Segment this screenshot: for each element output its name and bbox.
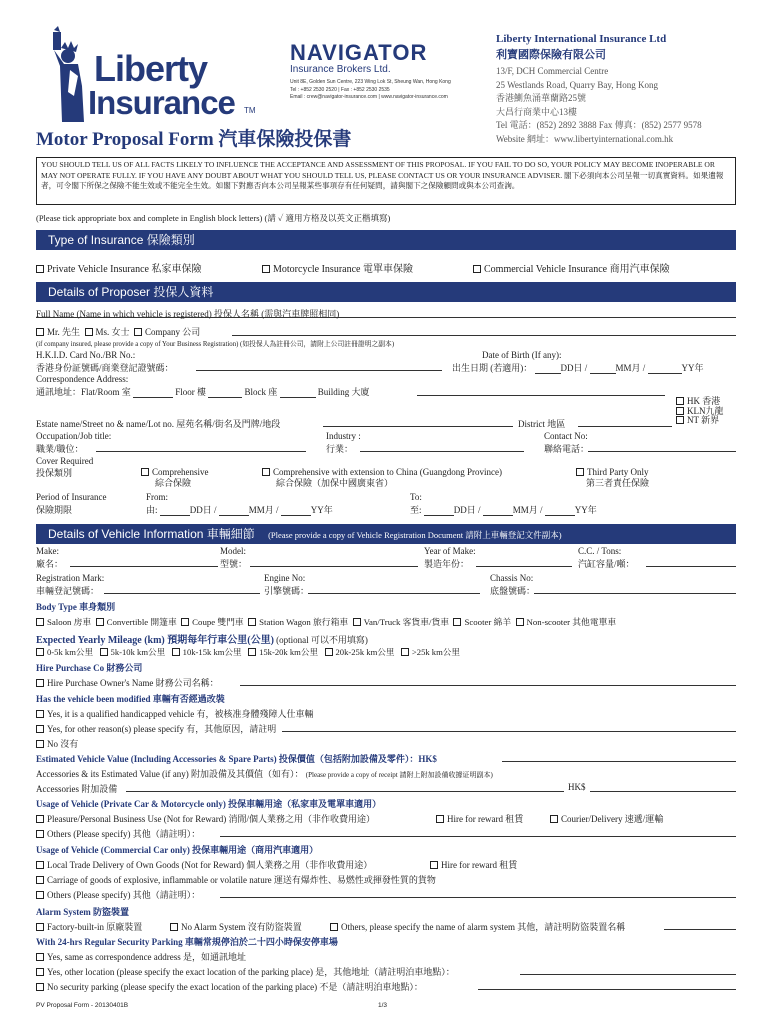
- checkbox[interactable]: [36, 953, 44, 961]
- cover-comprehensive-option[interactable]: Comprehensive 綜合保險: [141, 467, 209, 489]
- mileage-0-5k-option[interactable]: 0-5k km公里: [36, 647, 93, 657]
- contact-label-zh: 聯絡電話：: [544, 444, 590, 454]
- checkbox[interactable]: [676, 397, 684, 405]
- to-month-field[interactable]: [483, 507, 513, 516]
- period-label-zh: 保險期限: [36, 505, 73, 515]
- checkbox[interactable]: [401, 648, 409, 656]
- modified-heading: Has the vehicle been modified 車輛有否經過改裝: [36, 694, 225, 704]
- usage-commercial-others-field[interactable]: [220, 897, 736, 898]
- checkbox[interactable]: [36, 710, 44, 718]
- region-nt-option[interactable]: NT 新界: [676, 416, 724, 426]
- checkbox[interactable]: [676, 407, 684, 415]
- commercial-vehicle-option[interactable]: Commercial Vehicle Insurance 商用汽車保險: [473, 264, 670, 275]
- usage-courier-option[interactable]: Courier/Delivery 速遞/運輸: [550, 814, 663, 824]
- est-value-field[interactable]: [502, 761, 736, 762]
- from-label: From:: [146, 492, 169, 502]
- statue-of-liberty-icon: [34, 26, 92, 122]
- hire-purchase-heading: Hire Purchase Co 財務公司: [36, 663, 143, 673]
- company-option[interactable]: Company 公司: [134, 327, 200, 337]
- phone-fax: Tel 電話：(852) 2892 3888 Fax 傳真：(852) 2577 9578: [496, 120, 702, 131]
- navigator-contact: Unit 8E, Golden Sun Centre, 223 Wing Lok St, Sheung Wan, Hong Kong Tel : +852 2530 2520 | Fax : +852 2530 2535 Email : crew@navigator-insurance.com | www.navigator-insurance.com: [290, 79, 451, 100]
- checkbox[interactable]: [181, 618, 189, 626]
- mileage-20-25k-option[interactable]: 20k-25k km公里: [325, 647, 395, 657]
- from-day-field[interactable]: [160, 507, 190, 516]
- cc-field[interactable]: [646, 566, 736, 567]
- accessories-field[interactable]: [126, 791, 564, 792]
- from-year-field[interactable]: [281, 507, 311, 516]
- accessories-hk-label: HK$: [568, 782, 586, 792]
- notice-text: YOU SHOULD TELL US OF ALL FACTS LIKELY TO INFLUENCE THE ACCEPTANCE AND ASSESSMENT OF THIS PROPOSAL. IF YOU FAIL TO DO SO, YOUR POLICY MAY BECOME INOPERABLE OR MAY NOT OPERATE FULLY. IF YOU HAVE ANY DOUBT ABOUT WHAT YOU SHOULD TELL US, PLEASE CONTACT US OR YOUR INSURANCE ADVISER. 閣下必須向本公司呈報一切真實資料。如果遺報者，可令閣下所保之保險不能生效或不能完全生效。如閣下對應否向本公司呈報某些事項存有任何疑問，請與閣下之保險顧問或與本公司查詢。: [41, 160, 724, 190]
- mod-other-option[interactable]: Yes, for other reason(s) please specify 有，其他原因，請註明: [36, 724, 276, 734]
- dob-day-field[interactable]: [535, 365, 561, 374]
- dob-year-field[interactable]: [648, 365, 682, 374]
- ms-option[interactable]: Ms. 女士: [85, 327, 130, 337]
- checkbox[interactable]: [248, 618, 256, 626]
- checkbox[interactable]: [430, 861, 438, 869]
- model-field[interactable]: [250, 566, 418, 567]
- accessories-note: (Please provide a copy of receipt 請附上附加設備收據证明副本): [305, 771, 493, 779]
- alarm-factory-option[interactable]: Factory-built-in 原廠裝置: [36, 922, 142, 932]
- motorcycle-option[interactable]: Motorcycle Insurance 電單車保險: [262, 264, 413, 275]
- dob-label-zh: 出生日期 (若適用)：: [452, 363, 533, 373]
- private-vehicle-option[interactable]: Private Vehicle Insurance 私家車保險: [36, 264, 202, 275]
- body-type-heading: Body Type 車身類別: [36, 602, 116, 612]
- estate-field[interactable]: [323, 426, 513, 427]
- mod-handicapped-option[interactable]: Yes, it is a qualified handicapped vehicle 有，被核准身體殘障人仕車輛: [36, 709, 314, 719]
- checkbox[interactable]: [36, 830, 44, 838]
- make-field[interactable]: [70, 566, 218, 567]
- checkbox[interactable]: [576, 468, 584, 476]
- engine-label-zh: 引擎號碼：: [264, 586, 310, 596]
- contact-field[interactable]: [588, 451, 736, 452]
- usage-private-heading: Usage of Vehicle (Private Car & Motorcycle only) 投保車輛用途（私家車及電單車適用）: [36, 799, 382, 809]
- checkbox[interactable]: [262, 265, 270, 273]
- chassis-field[interactable]: [534, 593, 736, 594]
- floor-label: Floor 樓: [175, 387, 207, 397]
- navigator-name: NAVIGATOR: [290, 40, 428, 65]
- checkbox[interactable]: [262, 468, 270, 476]
- cover-third-party-option[interactable]: Third Party Only 第三者責任保險: [576, 467, 649, 489]
- checkbox[interactable]: [36, 968, 44, 976]
- checkbox[interactable]: [36, 861, 44, 869]
- address-line: 大昌行商業中心13樓: [496, 106, 578, 117]
- corr-address-label: Correspondence Address:: [36, 374, 129, 384]
- form-title: Motor Proposal Form 汽車保險投保書: [36, 129, 352, 150]
- alarm-none-option[interactable]: No Alarm System 沒有防盜裝置: [170, 922, 302, 932]
- checkbox[interactable]: [516, 618, 524, 626]
- company-name-zh: 利寶國際保險有限公司: [496, 49, 606, 61]
- checkbox[interactable]: [96, 618, 104, 626]
- usage-hire-option[interactable]: Hire for reward 租賃: [436, 814, 523, 824]
- reg-field[interactable]: [104, 593, 260, 594]
- mileage-25k-plus-option[interactable]: >25k km公里: [401, 647, 460, 657]
- estate-label: Estate name/Street no & name/Lot no. 屋苑名稱/街名及門牌/地段: [36, 419, 281, 429]
- accessories-label: Accessories & its Estimated Value (if any) 附加設備及其價值（如有）：: [36, 769, 304, 779]
- year-field[interactable]: [476, 566, 572, 567]
- hkid-field[interactable]: [196, 370, 442, 371]
- floor-field[interactable]: [208, 389, 242, 398]
- checkbox[interactable]: [473, 265, 481, 273]
- mr-option[interactable]: Mr. 先生: [36, 327, 80, 337]
- cc-label-zh: 汽缸容量/噸：: [578, 559, 635, 569]
- checkbox[interactable]: [436, 815, 444, 823]
- industry-label-zh: 行業：: [326, 444, 354, 454]
- parking-other-field[interactable]: [520, 974, 736, 975]
- name-field[interactable]: [232, 335, 736, 336]
- checkbox[interactable]: [36, 815, 44, 823]
- body-non-scooter-option[interactable]: Non-scooter 其他電單車: [516, 617, 617, 627]
- body-scooter-option[interactable]: Scooter 綿羊: [453, 617, 511, 627]
- model-label-zh: 型號：: [220, 559, 248, 569]
- checkbox[interactable]: [36, 328, 44, 336]
- occupation-label-zh: 職業/職位：: [36, 444, 84, 454]
- navigator-sub: Insurance Brokers Ltd.: [290, 64, 391, 75]
- section-type-of-insurance: Type of Insurance 保險類別: [36, 230, 736, 250]
- checkbox[interactable]: [36, 618, 44, 626]
- flat-label: 通訊地址：Flat/Room 室: [36, 387, 131, 397]
- industry-field[interactable]: [360, 451, 524, 452]
- company-note: (if company insured, please provide a copy of Your Business Registration) (如投保人為註冊公司，請附上公司註冊證明之副本): [36, 341, 395, 348]
- flat-field[interactable]: [133, 389, 173, 398]
- full-name-label: Full Name (Name in which vehicle is registered) 投保人名稱 (需與汽車牌照相同): [36, 309, 340, 319]
- checkbox[interactable]: [36, 876, 44, 884]
- company-name-en: Liberty International Insurance Ltd: [496, 33, 667, 45]
- address-line: 25 Westlands Road, Quarry Bay, Hong Kong: [496, 79, 659, 90]
- checkbox[interactable]: [248, 648, 256, 656]
- mod-no-option[interactable]: No 沒有: [36, 739, 78, 749]
- block-label: Block 座: [244, 387, 278, 397]
- checkbox[interactable]: [36, 725, 44, 733]
- usage-carriage-option[interactable]: Carriage of goods of explosive, inflammable or volatile nature 運送有爆炸性、易燃性或揮發性質的貨物: [36, 875, 436, 885]
- insurance-logo-text: Insurance: [88, 84, 235, 121]
- building-label: Building 大廈: [317, 387, 370, 397]
- chassis-label: Chassis No:: [490, 573, 534, 583]
- reg-label-zh: 車輛登記號碼：: [36, 586, 100, 596]
- address-line: 香港鰂魚涌華蘭路25號: [496, 93, 587, 104]
- period-label: Period of Insurance: [36, 492, 107, 502]
- usage-private-others-field[interactable]: [220, 836, 736, 837]
- occupation-label: Occupation/Job title:: [36, 431, 112, 441]
- make-label: Make:: [36, 546, 59, 556]
- section-details-of-proposer: Details of Proposer 投保人資料: [36, 282, 736, 302]
- mileage-15-20k-option[interactable]: 15k-20k km公里: [248, 647, 318, 657]
- usage-pleasure-option[interactable]: Pleasure/Personal Business Use (Not for Reward) 消閒/個人業務之用（非作收費用途）: [36, 814, 375, 824]
- hkid-label-zh: 香港身份証號碼/商業登記證號碼：: [36, 363, 174, 373]
- parking-same-option[interactable]: Yes, same as correspondence address 是，如通訊地址: [36, 952, 246, 962]
- checkbox[interactable]: [36, 923, 44, 931]
- company-info: [496, 33, 766, 147]
- checkbox[interactable]: [676, 416, 684, 424]
- alarm-others-field[interactable]: [664, 929, 736, 930]
- usage-commercial-heading: Usage of Vehicle (Commercial Car only) 投保車輛用途（商用汽車適用）: [36, 845, 319, 855]
- checkbox[interactable]: [134, 328, 142, 336]
- cover-label-zh: 投保類別: [36, 468, 73, 478]
- usage-commercial-hire-option[interactable]: Hire for reward 租賃: [430, 860, 517, 870]
- district-label: District 地區: [518, 419, 566, 429]
- to-year-field[interactable]: [545, 507, 575, 516]
- accessories-2-label: Accessories 附加設備: [36, 784, 118, 794]
- body-coupe-option[interactable]: Coupe 雙門車: [181, 617, 244, 627]
- parking-none-field[interactable]: [478, 989, 736, 990]
- dob-month-field[interactable]: [590, 365, 616, 374]
- to-day-field[interactable]: [424, 507, 454, 516]
- contact-label: Contact No:: [544, 431, 588, 441]
- navigator-logo: [290, 40, 490, 75]
- occupation-field[interactable]: [96, 451, 306, 452]
- mod-other-field[interactable]: [282, 731, 736, 732]
- liberty-logo: [34, 26, 264, 126]
- dob-label: Date of Birth (If any):: [482, 350, 562, 360]
- hire-purchase-field[interactable]: [240, 685, 736, 686]
- checkbox[interactable]: [100, 648, 108, 656]
- notice-box: [36, 157, 736, 205]
- model-label: Model:: [220, 546, 246, 556]
- page-number: 1/3: [378, 1002, 388, 1009]
- website: Website 網址：www.libertyinternational.com.hk: [496, 133, 674, 144]
- checkbox[interactable]: [36, 891, 44, 899]
- accessories-value-field[interactable]: [590, 791, 736, 792]
- liberty-logo-text: Liberty: [94, 48, 208, 89]
- checkbox[interactable]: [172, 648, 180, 656]
- form-code: PV Proposal Form - 20130401B: [36, 1002, 129, 1009]
- instruction-text: (Please tick appropriate box and complete in English block letters) (請 ✓ 適用方格及以英文正楷填寫): [36, 213, 391, 223]
- checkbox[interactable]: [330, 923, 338, 931]
- to-label-zh: 至:: [410, 505, 422, 515]
- mileage-10-15k-option[interactable]: 10k-15k km公里: [172, 647, 242, 657]
- usage-local-trade-option[interactable]: Local Trade Delivery of Own Goods (Not for Reward) 個人業務之用（非作收費用途）: [36, 860, 372, 870]
- checkbox[interactable]: [453, 618, 461, 626]
- mileage-5-10k-option[interactable]: 5k-10k km公里: [100, 647, 166, 657]
- body-convertible-option[interactable]: Convertible 開篷車: [96, 617, 177, 627]
- cc-label: C.C. / Tons:: [578, 546, 622, 556]
- checkbox[interactable]: [170, 923, 178, 931]
- mileage-heading: Expected Yearly Mileage (km) 預期每年行車公里(公里): [36, 635, 274, 646]
- engine-field[interactable]: [308, 593, 480, 594]
- checkbox[interactable]: [85, 328, 93, 336]
- checkbox[interactable]: [36, 648, 44, 656]
- parking-heading: With 24-hrs Regular Security Parking 車輛常規停泊於二十四小時保安停車場: [36, 937, 338, 947]
- parking-other-option[interactable]: Yes, other location (please specify the exact location of the parking place) 是，其他地址（請註明泊車地點）：: [36, 967, 455, 977]
- usage-commercial-others-option[interactable]: Others (Please specify) 其他（請註明）：: [36, 890, 200, 900]
- checkbox[interactable]: [36, 265, 44, 273]
- body-saloon-option[interactable]: Saloon 房車: [36, 617, 91, 627]
- region-kln-option[interactable]: KLN九龍: [676, 407, 724, 417]
- body-van-option[interactable]: Van/Truck 客貨車/貨車: [353, 617, 449, 627]
- region-hk-option[interactable]: HK 香港: [676, 397, 724, 407]
- from-label-zh: 由:: [146, 505, 158, 515]
- mileage-note: (optional 可以不用填寫): [276, 635, 368, 645]
- est-value-label: Estimated Vehicle Value (Including Accessories & Spare Parts) 投保價值（包括附加設備及零件）：HK$: [36, 754, 437, 764]
- to-label: To:: [410, 492, 422, 502]
- chassis-label-zh: 底盤號碼：: [490, 586, 536, 596]
- checkbox[interactable]: [36, 740, 44, 748]
- cover-label: Cover Required: [36, 456, 94, 466]
- building-field[interactable]: [417, 395, 665, 396]
- section-vehicle-information: Details of Vehicle Information 車輛細節 (Please provide a copy of Vehicle Registration Document 請附上車輛登記文件副本): [36, 524, 736, 544]
- cover-china-option[interactable]: Comprehensive with extension to China (Guangdong Province) 綜合保險（加保中國廣東省）: [262, 467, 502, 489]
- engine-label: Engine No:: [264, 573, 306, 583]
- make-label-zh: 廠名：: [36, 559, 64, 569]
- industry-label: Industry :: [326, 431, 361, 441]
- alarm-heading: Alarm System 防盜裝置: [36, 907, 129, 917]
- block-field[interactable]: [280, 389, 316, 398]
- hkid-label: H.K.I.D. Card No./BR No.:: [36, 350, 136, 360]
- checkbox[interactable]: [353, 618, 361, 626]
- year-label-zh: 製造年份：: [424, 559, 470, 569]
- checkbox[interactable]: [36, 679, 44, 687]
- checkbox[interactable]: [325, 648, 333, 656]
- body-wagon-option[interactable]: Station Wagon 旅行箱車: [248, 617, 348, 627]
- address-line: 13/F, DCH Commercial Centre: [496, 66, 609, 76]
- checkbox[interactable]: [141, 468, 149, 476]
- checkbox[interactable]: [550, 815, 558, 823]
- parking-none-option[interactable]: No security parking (please specify the exact location of the parking place) 不是（請註明泊車地點）：: [36, 982, 423, 992]
- hire-purchase-option[interactable]: Hire Purchase Owner's Name 財務公司名稱：: [36, 678, 219, 688]
- district-field[interactable]: [578, 426, 672, 427]
- trademark: TM: [244, 106, 256, 115]
- full-name-field[interactable]: [36, 317, 736, 318]
- year-label: Year of Make:: [424, 546, 476, 556]
- reg-label: Registration Mark:: [36, 573, 105, 583]
- from-month-field[interactable]: [219, 507, 249, 516]
- usage-private-others-option[interactable]: Others (Please specify) 其他（請註明）：: [36, 829, 200, 839]
- alarm-others-option[interactable]: Others, please specify the name of alarm system 其他，請註明防盜裝置名稱: [330, 922, 625, 932]
- checkbox[interactable]: [36, 983, 44, 991]
